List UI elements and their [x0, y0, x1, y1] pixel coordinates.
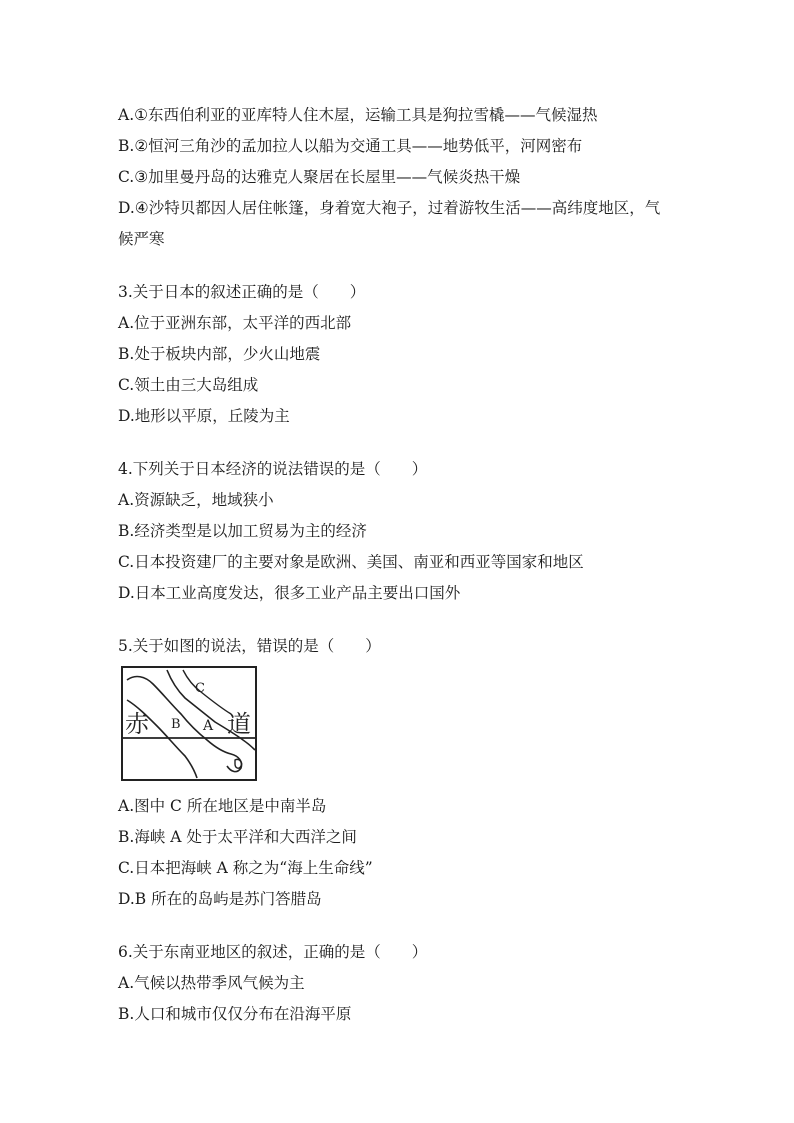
q2-option-d-line1: D.④沙特贝都因人居住帐篷，身着宽大袍子，过着游牧生活——高纬度地区，气: [118, 199, 661, 217]
equator-label-1: 赤: [125, 710, 149, 738]
q5-option-d: D.B 所在的岛屿是苏门答腊岛: [118, 890, 322, 908]
spacer: [118, 432, 688, 454]
strait-map-drawing: [123, 668, 255, 779]
question-5: [118, 631, 688, 915]
map-label-a: A: [203, 718, 214, 734]
q5-stem: 5.关于如图的说法，错误的是（ ）: [118, 637, 381, 655]
q3-option-a: A.位于亚洲东部，太平洋的西北部: [118, 314, 352, 332]
question-4: [118, 454, 688, 609]
spacer: [118, 255, 688, 277]
small-island: [235, 759, 242, 768]
q6-option-b: B.人口和城市仅仅分布在沿海平原: [118, 1005, 352, 1023]
q5-option-c: C.日本把海峡 A 称之为“海上生命线”: [118, 859, 373, 877]
q4-option-c: C.日本投资建厂的主要对象是欧洲、美国、南亚和西亚等国家和地区: [118, 553, 584, 571]
q4-option-a: A.资源缺乏，地域狭小: [118, 491, 274, 509]
q6-stem: 6.关于东南亚地区的叙述，正确的是（ ）: [118, 943, 428, 961]
q2-option-b: B.②恒河三角沙的孟加拉人以船为交通工具——地势低平，河网密布: [118, 137, 583, 155]
q3-option-d: D.地形以平原，丘陵为主: [118, 407, 290, 425]
strait-map: [121, 666, 257, 781]
q2-option-c: C.③加里曼丹岛的达雅克人聚居在长屋里——气候炎热干燥: [118, 168, 521, 186]
q3-stem: 3.关于日本的叙述正确的是（ ）: [118, 283, 366, 301]
map-label-c: C: [195, 681, 205, 696]
equator-label-2: 道: [227, 710, 251, 738]
q5-option-a: A.图中 C 所在地区是中南半岛: [118, 797, 327, 815]
q3-option-b: B.处于板块内部，少火山地震: [118, 345, 321, 363]
question-3: [118, 277, 688, 432]
q4-option-b: B.经济类型是以加工贸易为主的经济: [118, 522, 367, 540]
spacer: [118, 609, 688, 631]
q2-options: [118, 100, 688, 255]
q6-option-a: A.气候以热带季风气候为主: [118, 974, 305, 992]
map-label-b: B: [171, 717, 181, 732]
q3-option-c: C.领土由三大岛组成: [118, 376, 259, 394]
coastline-inner: [183, 670, 231, 714]
spacer: [118, 915, 688, 937]
question-6: [118, 937, 688, 1030]
q4-option-d: D.日本工业高度发达，很多工业产品主要出口国外: [118, 584, 461, 602]
q2-option-a: A.①东西伯利亚的亚库特人住木屋，运输工具是狗拉雪橇——气候湿热: [118, 106, 598, 124]
q4-stem: 4.下列关于日本经济的说法错误的是（ ）: [118, 460, 428, 478]
q2-option-d-line2: 候严寒: [118, 230, 165, 248]
q5-option-b: B.海峡 A 处于太平洋和大西洋之间: [118, 828, 357, 846]
exam-page: [118, 100, 688, 1030]
